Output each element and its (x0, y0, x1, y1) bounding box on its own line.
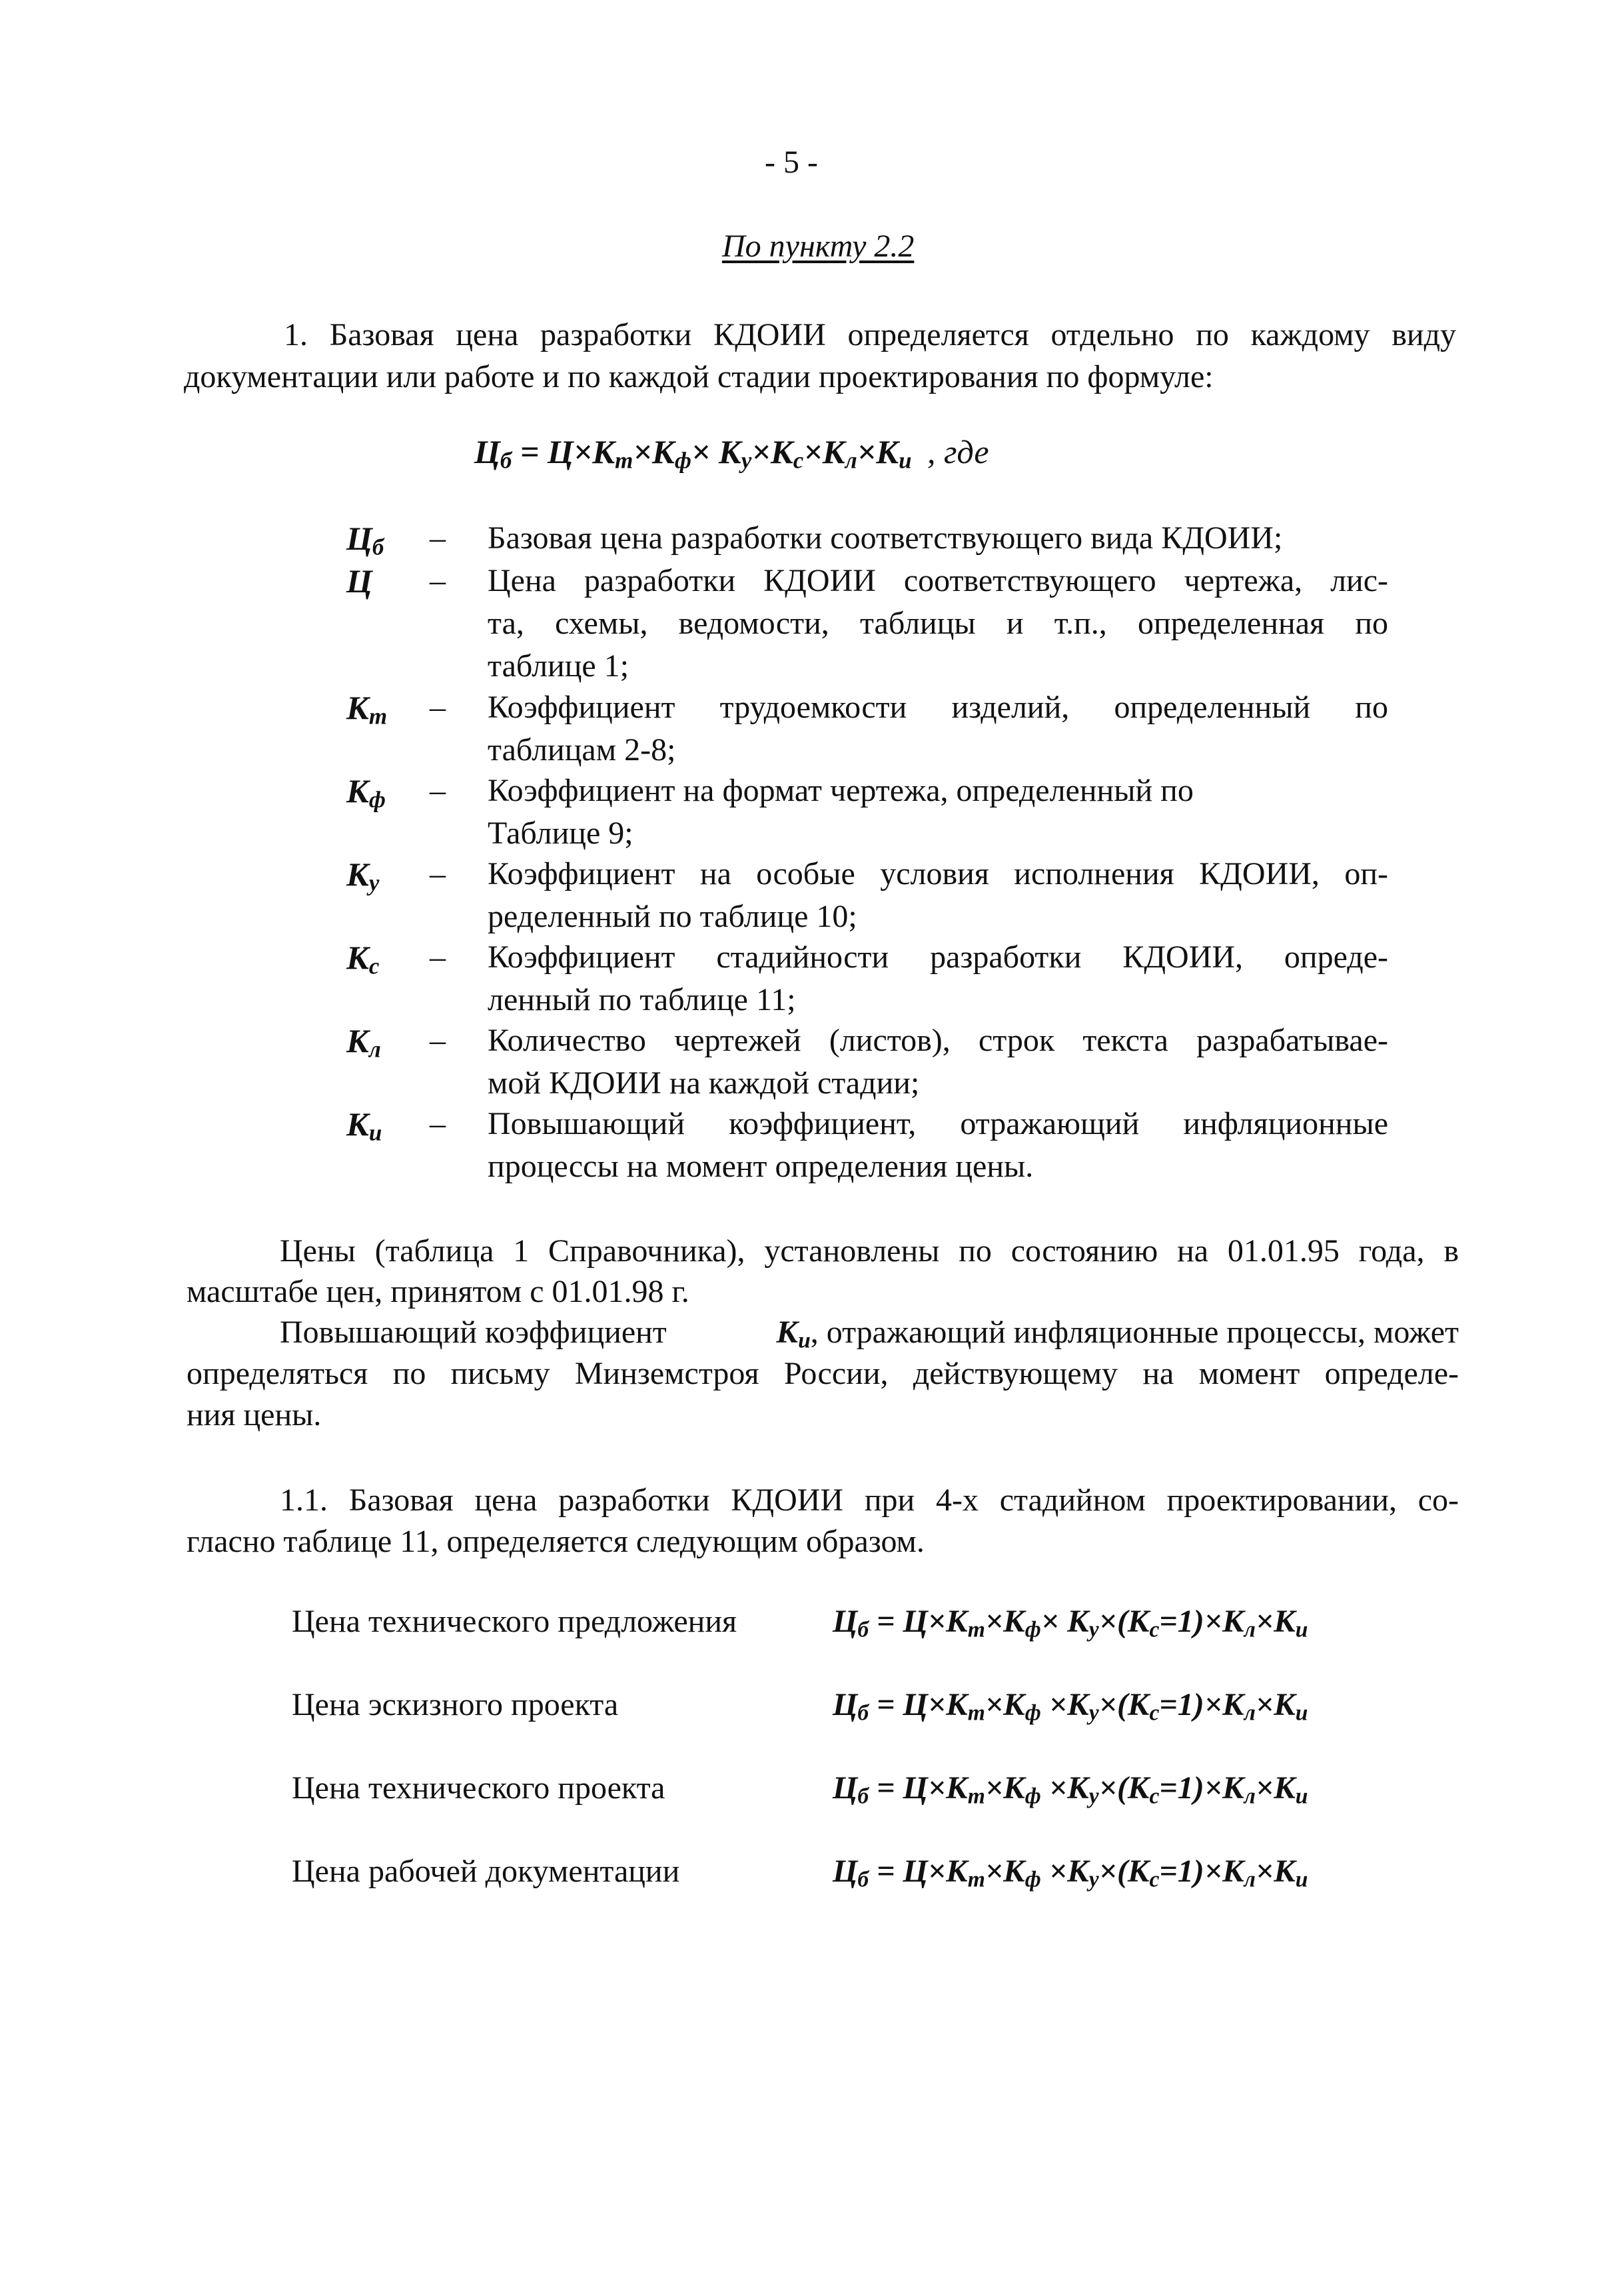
stage-label: Цена технического проекта (292, 1770, 665, 1806)
main-formula: $Ц_б = Ц\times К_т\times К_ф\times К_у\times К_с\times К_л\times К_и$ (474, 433, 912, 474)
definition-text (488, 1019, 1388, 1105)
definition-line: Повышающий коэффициент, отражающий инфляционные (488, 1106, 1388, 1141)
prices-paragraph-line-2: масштабе цен, принятом с 01.01.98 г. (187, 1274, 689, 1309)
definition-line: ленный по таблице 11; (488, 982, 796, 1017)
definition-line: мой КДОИИ на каждой стадии; (488, 1065, 920, 1101)
main-formula-suffix: , где (927, 433, 989, 470)
definition-line: процессы на момент определения цены. (488, 1149, 1034, 1184)
definition-line: ределенный по таблице 10; (488, 899, 857, 934)
definition-dash: – (430, 773, 446, 808)
definition-text (488, 770, 1388, 855)
inflation-text-after: , отражающий инфляционные процессы, может (810, 1315, 1459, 1350)
inflation-paragraph-line-2: определяться по письму Минземстроя России, действующему на момент определе- (187, 1356, 1459, 1391)
definition-text (488, 1103, 1388, 1188)
definition-text (488, 936, 1388, 1021)
definition-symbol: $К_у$ (346, 856, 380, 896)
definition-line: Коэффициент на особые условия исполнения КДОИИ, оп- (488, 856, 1388, 891)
intro-paragraph-line-2: документации или работе и по каждой стадии проектирования по формуле: (184, 359, 1214, 394)
stage-paragraph-line-1: 1.1. Базовая цена разработки КДОИИ при 4-х стадийном проектировании, со- (280, 1482, 1459, 1518)
definition-line: Коэффициент трудоемкости изделий, определенный по (488, 690, 1388, 725)
definition-line: Таблице 9; (488, 816, 633, 851)
definition-symbol: $К_ф$ (346, 772, 386, 813)
definition-dash: – (430, 690, 446, 725)
definition-line: таблице 1; (488, 648, 629, 684)
stage-paragraph-line-2: гласно таблице 11, определяется следующим образом. (187, 1524, 925, 1559)
definition-symbol: $Ц_б$ (346, 520, 384, 560)
definition-symbol: $К_с$ (346, 939, 380, 979)
definition-symbol: $К_т$ (346, 689, 388, 730)
definition-line: Базовая цена разработки соответствующего вида КДОИИ; (488, 520, 1283, 556)
definition-line: Количество чертежей (листов), строк текста разрабатывае- (488, 1023, 1388, 1058)
stage-formula: $Ц_б = Ц\times К_т\times К_ф\times К_у\times(К_с=1)\times К_л\times К_и$ (833, 1604, 1308, 1642)
definition-line: Коэффициент стадийности разработки КДОИИ, опреде- (488, 939, 1388, 975)
definition-dash: – (430, 939, 446, 975)
definition-text (488, 686, 1388, 772)
definition-text (488, 517, 1388, 560)
stage-label: Цена эскизного проекта (292, 1687, 619, 1722)
stage-formula: $Ц_б = Ц\times К_т\times К_ф \times К_у\times(К_с=1)\times К_л\times К_и$ (833, 1770, 1308, 1809)
stage-label: Цена рабочей документации (292, 1854, 680, 1889)
inflation-paragraph-line-1 (280, 1311, 1459, 1354)
definition-dash: – (430, 856, 446, 891)
prices-paragraph-line-1: Цены (таблица 1 Справочника), установлены по состоянию на 01.01.95 года, в (280, 1233, 1459, 1269)
definition-dash: – (430, 520, 446, 556)
stage-formula: $Ц_б = Ц\times К_т\times К_ф \times К_у\times(К_с=1)\times К_л\times К_и$ (833, 1687, 1308, 1726)
definition-dash: – (430, 563, 446, 598)
definition-symbol: $К_и$ (346, 1105, 382, 1146)
definition-line: та, схемы, ведомости, таблицы и т.п., определенная по (488, 606, 1388, 641)
definition-symbol: Ц (346, 562, 372, 600)
definition-text (488, 853, 1388, 938)
definition-line: Цена разработки КДОИИ соответствующего чертежа, лис- (488, 563, 1388, 598)
definition-line: таблицам 2-8; (488, 732, 676, 768)
definition-text (488, 560, 1388, 688)
definition-dash: – (430, 1106, 446, 1141)
inflation-text-before: Повышающий коэффициент (280, 1315, 667, 1350)
inflation-paragraph-line-3: ния цены. (187, 1397, 322, 1433)
inflation-symbol: $К_и$, отражающий инфляционные процессы, может (776, 1315, 1459, 1353)
definition-line: Коэффициент на формат чертежа, определенный по (488, 773, 1194, 808)
definition-symbol: $К_л$ (346, 1022, 381, 1063)
page-number: - 5 - (765, 145, 818, 180)
section-heading: По пункту 2.2 (722, 229, 915, 264)
stage-formula: $Ц_б = Ц\times К_т\times К_ф \times К_у\times(К_с=1)\times К_л\times К_и$ (833, 1854, 1308, 1892)
stage-label: Цена технического предложения (292, 1604, 737, 1639)
intro-paragraph-line-1: 1. Базовая цена разработки КДОИИ определяется отдельно по каждому виду (284, 317, 1456, 352)
definition-dash: – (430, 1023, 446, 1058)
